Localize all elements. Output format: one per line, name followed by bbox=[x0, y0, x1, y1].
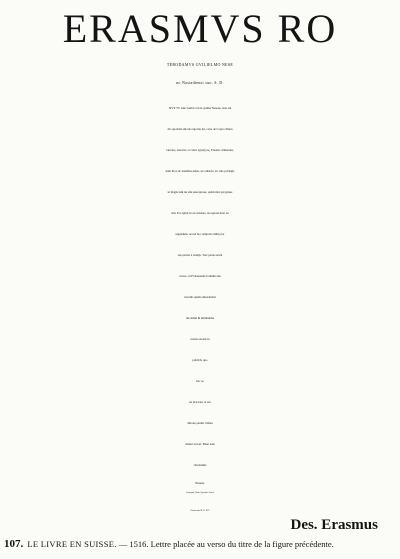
body-line: uigandum, ne uel hoc temporis mihi pror bbox=[175, 232, 225, 236]
body-line: curare, ut Frobenianis formulis ma bbox=[179, 274, 221, 278]
body-line: rim. Eos igitur ita ut uolebas, recognoui inter na bbox=[171, 211, 229, 215]
body-line: tariolos, ante hac οὐ πάνυ ἐχαρίζους, Erasmo cōmendas, bbox=[166, 148, 234, 152]
figure-caption bbox=[4, 538, 396, 550]
body-line: ditione parum cōmen bbox=[187, 421, 213, 425]
body-line: rursus exeant in bbox=[190, 337, 210, 341]
body-line: me simul & nitidissime bbox=[185, 316, 215, 320]
caption-book-title: LE LIVRE EN SUISSE. bbox=[27, 539, 117, 549]
body-line: ut magis iam tui sint usucapione, quàm mei qui genue bbox=[167, 190, 233, 194]
body-line: nè placeant, si eru bbox=[189, 400, 211, 404]
body-line: Nesene. bbox=[195, 481, 205, 485]
figure-number: 107. bbox=[4, 538, 24, 550]
body-line: Christo nato M. D. XVI. bbox=[190, 510, 210, 512]
body-line: dio quodam amoris erga me tui, certe de Copia cōmen bbox=[167, 127, 233, 131]
body-line: hac sa bbox=[196, 379, 204, 383]
body-line: sus periret à studijs. Tuæ partes erunt bbox=[177, 253, 223, 257]
body-line: iusculis quàm emendatissi bbox=[184, 295, 216, 299]
title-line-3: no Nastadiensi suo. S. D. bbox=[176, 80, 224, 85]
body-line: SIVE TV istuc iudicio facis optime Nesene, siue stu bbox=[168, 106, 232, 110]
body-line: dum illos sic laudibus uehis, sic edisicis, sic tuis prælegis bbox=[165, 169, 235, 173]
body-line: dantur lectori. Bene uale bbox=[185, 442, 215, 446]
page-title: ERASMVS RO bbox=[62, 6, 338, 51]
signature: Des. Erasmus bbox=[290, 517, 378, 533]
body-line: Antuerpiæ, Nonis Septemb. Anno à bbox=[185, 492, 215, 494]
body-line: publicū, quo bbox=[192, 358, 208, 362]
title-line-2: TERODAMVS GVILIELMO NESE bbox=[166, 62, 234, 67]
body-line: charissime bbox=[193, 463, 207, 467]
caption-text: — 1516. Lettre placée au verso du titre de la figure précédente. bbox=[118, 539, 334, 549]
